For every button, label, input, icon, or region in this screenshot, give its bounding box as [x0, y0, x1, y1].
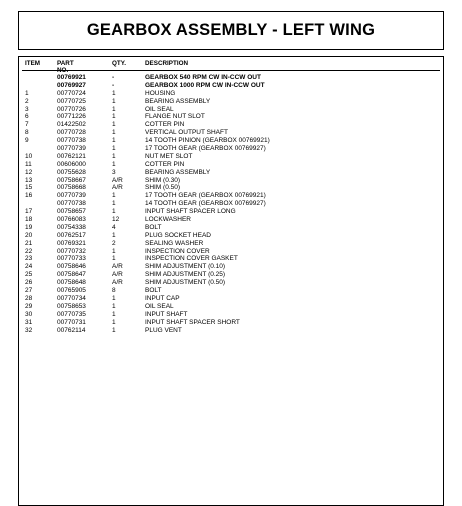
cell-qty: 4 — [112, 223, 116, 231]
cell-qty: 1 — [112, 310, 116, 318]
cell-item: 17 — [25, 208, 33, 216]
cell-description: INSPECTION COVER GASKET — [145, 255, 238, 263]
table-row — [0, 303, 462, 311]
cell-part-no: 00770733 — [57, 255, 86, 263]
cell-qty: 2 — [112, 239, 116, 247]
cell-item: 25 — [25, 271, 33, 279]
cell-part-no: 00765905 — [57, 287, 86, 295]
table-row — [0, 255, 462, 263]
table-row — [0, 137, 462, 145]
cell-item: 23 — [25, 255, 33, 263]
cell-description: BEARING ASSEMBLY — [145, 97, 211, 105]
cell-item: 19 — [25, 223, 33, 231]
cell-qty: - — [112, 74, 115, 81]
cell-part-no: 00770731 — [57, 318, 86, 326]
cell-qty: 1 — [112, 192, 116, 200]
cell-item: 18 — [25, 216, 33, 224]
table-row — [0, 263, 462, 271]
cell-qty: 1 — [112, 318, 116, 326]
cell-description: GEARBOX 540 RPM CW IN-CCW OUT — [145, 74, 261, 81]
table-row — [0, 98, 462, 106]
cell-qty: 1 — [112, 160, 116, 168]
cell-part-no: 00770738 — [57, 137, 86, 145]
cell-part-no: 00770739 — [57, 145, 86, 153]
cell-description: OIL SEAL — [145, 302, 174, 310]
cell-description: SHIM ADJUSTMENT (0.50) — [145, 279, 226, 287]
cell-part-no: 00762121 — [57, 152, 86, 160]
cell-description: LOCKWASHER — [145, 216, 191, 224]
table-row — [0, 216, 462, 224]
table-row — [0, 200, 462, 208]
cell-qty: A/R — [112, 263, 123, 271]
cell-item: 24 — [25, 263, 33, 271]
table-row — [0, 232, 462, 240]
cell-part-no: 00762114 — [57, 326, 86, 334]
table-row — [0, 295, 462, 303]
cell-qty: 1 — [112, 247, 116, 255]
cell-item: 26 — [25, 279, 33, 287]
table-row — [0, 129, 462, 137]
cell-part-no: 01422502 — [57, 121, 86, 129]
cell-item: 2 — [25, 97, 29, 105]
cell-part-no: 00758657 — [57, 208, 86, 216]
cell-qty: A/R — [112, 271, 123, 279]
cell-part-no: 00769921 — [57, 74, 86, 81]
cell-item: 16 — [25, 192, 33, 200]
cell-qty: 1 — [112, 231, 116, 239]
column-header-item: ITEM — [25, 60, 41, 67]
cell-description: GEARBOX 1000 RPM CW IN-CCW OUT — [145, 81, 265, 89]
cell-item: 21 — [25, 239, 33, 247]
cell-part-no: 00770735 — [57, 310, 86, 318]
column-header-part-no: PART NO. — [57, 60, 74, 74]
title-box — [18, 11, 444, 50]
cell-qty: 1 — [112, 152, 116, 160]
cell-description: INPUT SHAFT SPACER LONG — [145, 208, 236, 216]
cell-part-no: 00755628 — [57, 168, 86, 176]
table-row — [0, 240, 462, 248]
cell-part-no: 00758667 — [57, 176, 86, 184]
cell-part-no: 00769927 — [57, 81, 86, 89]
table-row — [0, 177, 462, 185]
cell-description: 14 TOOTH PINION (GEARBOX 00769921) — [145, 137, 270, 145]
table-row — [0, 248, 462, 256]
cell-part-no: 00754338 — [57, 223, 86, 231]
cell-description: BEARING ASSEMBLY — [145, 168, 211, 176]
cell-qty: 1 — [112, 145, 116, 153]
table-row — [0, 224, 462, 232]
cell-qty: A/R — [112, 184, 123, 192]
cell-part-no: 00758646 — [57, 263, 86, 271]
table-row — [0, 192, 462, 200]
cell-qty: 12 — [112, 216, 120, 224]
cell-qty: A/R — [112, 279, 123, 287]
parts-table-body — [0, 74, 462, 334]
cell-item: 29 — [25, 302, 33, 310]
cell-part-no: 00766083 — [57, 216, 86, 224]
cell-description: INPUT SHAFT — [145, 310, 188, 318]
cell-description: SHIM (0.50) — [145, 184, 181, 192]
cell-description: INSPECTION COVER — [145, 247, 210, 255]
table-row — [0, 153, 462, 161]
cell-item: 22 — [25, 247, 33, 255]
cell-item: 7 — [25, 121, 29, 129]
cell-qty: 1 — [112, 208, 116, 216]
cell-description: HOUSING — [145, 89, 176, 97]
cell-description: 17 TOOTH GEAR (GEARBOX 00769927) — [145, 145, 266, 153]
cell-description: PLUG SOCKET HEAD — [145, 231, 211, 239]
cell-qty: 1 — [112, 113, 116, 121]
cell-qty: 1 — [112, 302, 116, 310]
cell-description: INPUT SHAFT SPACER SHORT — [145, 318, 240, 326]
cell-part-no: 00762517 — [57, 231, 86, 239]
cell-part-no: 00758668 — [57, 184, 86, 192]
cell-item: 10 — [25, 152, 33, 160]
cell-qty: A/R — [112, 176, 123, 184]
cell-description: SHIM ADJUSTMENT (0.10) — [145, 263, 226, 271]
cell-description: PLUG VENT — [145, 326, 182, 334]
cell-part-no: 00758648 — [57, 279, 86, 287]
cell-qty: 8 — [112, 287, 116, 295]
table-row — [0, 82, 462, 90]
cell-item: 30 — [25, 310, 33, 318]
cell-qty: 1 — [112, 326, 116, 334]
cell-item: 20 — [25, 231, 33, 239]
table-row — [0, 169, 462, 177]
cell-part-no: 00770726 — [57, 105, 86, 113]
cell-description: INPUT CAP — [145, 294, 180, 302]
cell-part-no: 00770728 — [57, 129, 86, 137]
cell-qty: 1 — [112, 121, 116, 129]
table-row — [0, 287, 462, 295]
cell-qty: 1 — [112, 200, 116, 208]
cell-description: SHIM ADJUSTMENT (0.25) — [145, 271, 226, 279]
column-header-qty: QTY. — [112, 60, 126, 67]
cell-qty: 1 — [112, 105, 116, 113]
cell-item: 3 — [25, 105, 29, 113]
cell-item: 13 — [25, 176, 33, 184]
table-row — [0, 161, 462, 169]
cell-part-no: 00758653 — [57, 302, 86, 310]
table-row — [0, 279, 462, 287]
cell-qty: 1 — [112, 89, 116, 97]
table-row — [0, 319, 462, 327]
cell-description: NUT MET SLOT — [145, 152, 193, 160]
cell-part-no: 00769321 — [57, 239, 86, 247]
cell-qty: - — [112, 81, 115, 89]
cell-description: COTTER PIN — [145, 121, 185, 129]
cell-item: 6 — [25, 113, 29, 121]
cell-qty: 1 — [112, 137, 116, 145]
cell-item: 1 — [25, 89, 29, 97]
header-divider — [22, 70, 440, 71]
cell-description: SHIM (0.30) — [145, 176, 181, 184]
cell-item: 8 — [25, 129, 29, 137]
table-row — [0, 311, 462, 319]
column-header-description: DESCRIPTION — [145, 60, 189, 67]
cell-part-no: 00770725 — [57, 97, 86, 105]
table-row — [0, 184, 462, 192]
cell-part-no: 00770734 — [57, 294, 86, 302]
cell-description: OIL SEAL — [145, 105, 174, 113]
cell-description: 17 TOOTH GEAR (GEARBOX 00769921) — [145, 192, 266, 200]
cell-description: BOLT — [145, 223, 162, 231]
table-row — [0, 145, 462, 153]
cell-part-no: 00758647 — [57, 271, 86, 279]
table-row — [0, 113, 462, 121]
cell-item: 9 — [25, 137, 29, 145]
table-row — [0, 121, 462, 129]
cell-part-no: 00770732 — [57, 247, 86, 255]
cell-part-no: 00770739 — [57, 192, 86, 200]
cell-item: 32 — [25, 326, 33, 334]
table-row — [0, 90, 462, 98]
cell-description: SEALING WASHER — [145, 239, 204, 247]
cell-item: 27 — [25, 287, 33, 295]
cell-part-no: 00606000 — [57, 160, 86, 168]
page-title: GEARBOX ASSEMBLY - LEFT WING — [86, 21, 376, 39]
cell-item: 28 — [25, 294, 33, 302]
cell-part-no: 00770738 — [57, 200, 86, 208]
cell-description: VERTICAL OUTPUT SHAFT — [145, 129, 228, 137]
cell-part-no: 00771226 — [57, 113, 86, 121]
cell-item: 31 — [25, 318, 33, 326]
cell-qty: 1 — [112, 129, 116, 137]
table-row — [0, 327, 462, 335]
cell-qty: 1 — [112, 97, 116, 105]
table-row — [0, 74, 462, 82]
cell-description: FLANGE NUT SLOT — [145, 113, 205, 121]
table-row — [0, 208, 462, 216]
cell-description: 14 TOOTH GEAR (GEARBOX 00769927) — [145, 200, 266, 208]
cell-description: COTTER PIN — [145, 160, 185, 168]
table-row — [0, 106, 462, 114]
table-row — [0, 271, 462, 279]
cell-description: BOLT — [145, 287, 162, 295]
cell-item: 12 — [25, 168, 33, 176]
cell-item: 11 — [25, 160, 32, 168]
cell-qty: 1 — [112, 294, 116, 302]
cell-part-no: 00770724 — [57, 89, 86, 97]
cell-item: 15 — [25, 184, 33, 192]
cell-qty: 3 — [112, 168, 116, 176]
cell-qty: 1 — [112, 255, 116, 263]
